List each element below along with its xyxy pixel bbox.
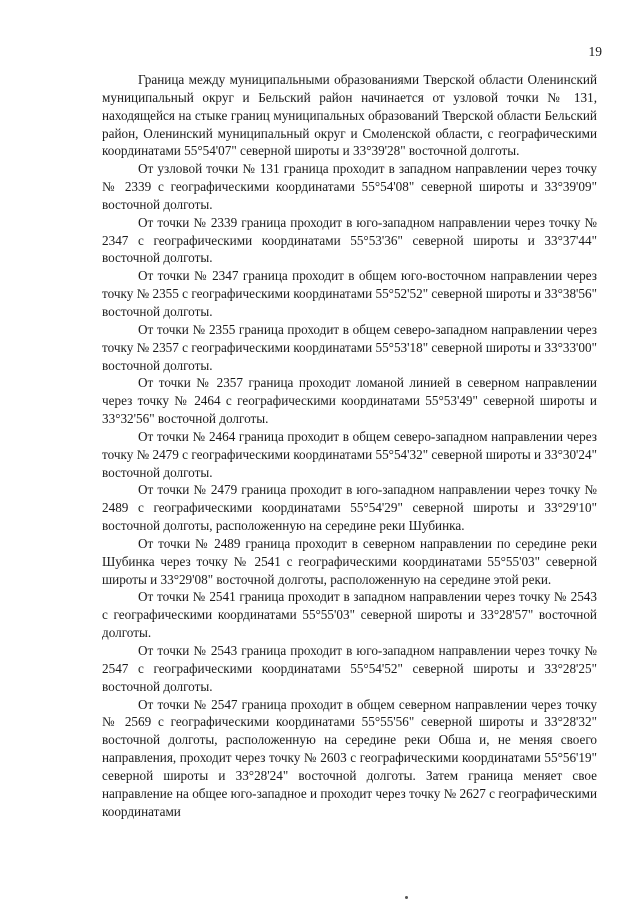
- paragraph-3: От точки № 2339 граница проходит в юго-западном направлении через точку № 2347 с географическими координатами 55°53'36" северной широты и 33°37'44" восточной долготы.: [102, 214, 597, 266]
- paragraph-12: От точки № 2547 граница проходит в общем северном направлении через точку № 2569 с географическими координатами 55°55'56" северной широты и 33°28'32" восточной долготы, расположенную на середине реки Обша и, не меняя своего направления, проходит через точку № 2603 с географическими координатами 55°56'19" северной широты и 33°28'24" восточной долготы. Затем граница меняет свое направление на общее юго-западное и проходит через точку № 2627 с географическими координатами: [102, 696, 598, 819]
- paragraph-11: От точки № 2543 граница проходит в юго-западном направлении через точку № 2547 с географическими координатами 55°54'52" северной широты и 33°28'25" восточной долготы.: [102, 643, 597, 694]
- paragraph-10: От точки № 2541 граница проходит в западном направлении через точку № 2543 с географическими координатами 55°55'03" северной широты и 33°28'57" восточной долготы.: [102, 589, 597, 641]
- paragraph-8: От точки № 2479 граница проходит в юго-западном направлении через точку № 2489 с географическими координатами 55°54'29" северной широты и 33°29'10" восточной долготы, расположенную на середине реки Шубинка.: [102, 482, 597, 534]
- page-number: 19: [588, 44, 602, 59]
- document-body: [102, 71, 597, 820]
- paragraph-6: От точки № 2357 граница проходит ломаной линией в северном направлении через точку № 2464 с географическими координатами 55°53'49" северной широты и 33°32'56" восточной долготы.: [102, 375, 597, 427]
- paragraph-4: От точки № 2347 граница проходит в общем юго-восточном направлении через точку № 2355 с географическими координатами 55°52'52" северной широты и 33°38'56" восточной долготы.: [102, 268, 597, 319]
- paragraph-1: Граница между муниципальными образованиями Тверской области Оленинский муниципальный округ и Бельский район начинается от узловой точки № 131, находящейся на стыке границ муниципальных образований Тверской области Бельский район, Оленинский муниципальный округ и Смоленской области, с географическими координатами 55°54'07" северной широты и 33°39'28" восточной долготы.: [102, 72, 597, 159]
- scan-speck: [405, 896, 408, 899]
- paragraph-2: От узловой точки № 131 граница проходит в западном направлении через точку № 2339 с географическими координатами 55°54'08" северной широты и 33°39'09" восточной долготы.: [102, 161, 597, 212]
- paragraph-9: От точки № 2489 граница проходит в северном направлении по середине реки Шубинка через точку № 2541 с географическими координатами 55°55'03" северной широты и 33°29'08" восточной долготы, расположенную на середине этой реки.: [102, 535, 597, 587]
- paragraph-5: От точки № 2355 граница проходит в общем северо-западном направлении через точку № 2357 с географическими координатами 55°53'18" северной широты и 33°33'00" восточной долготы.: [102, 321, 597, 373]
- paragraph-7: От точки № 2464 граница проходит в общем северо-западном направлении через точку № 2479 с географическими координатами 55°54'32" северной широты и 33°30'24" восточной долготы.: [102, 428, 597, 480]
